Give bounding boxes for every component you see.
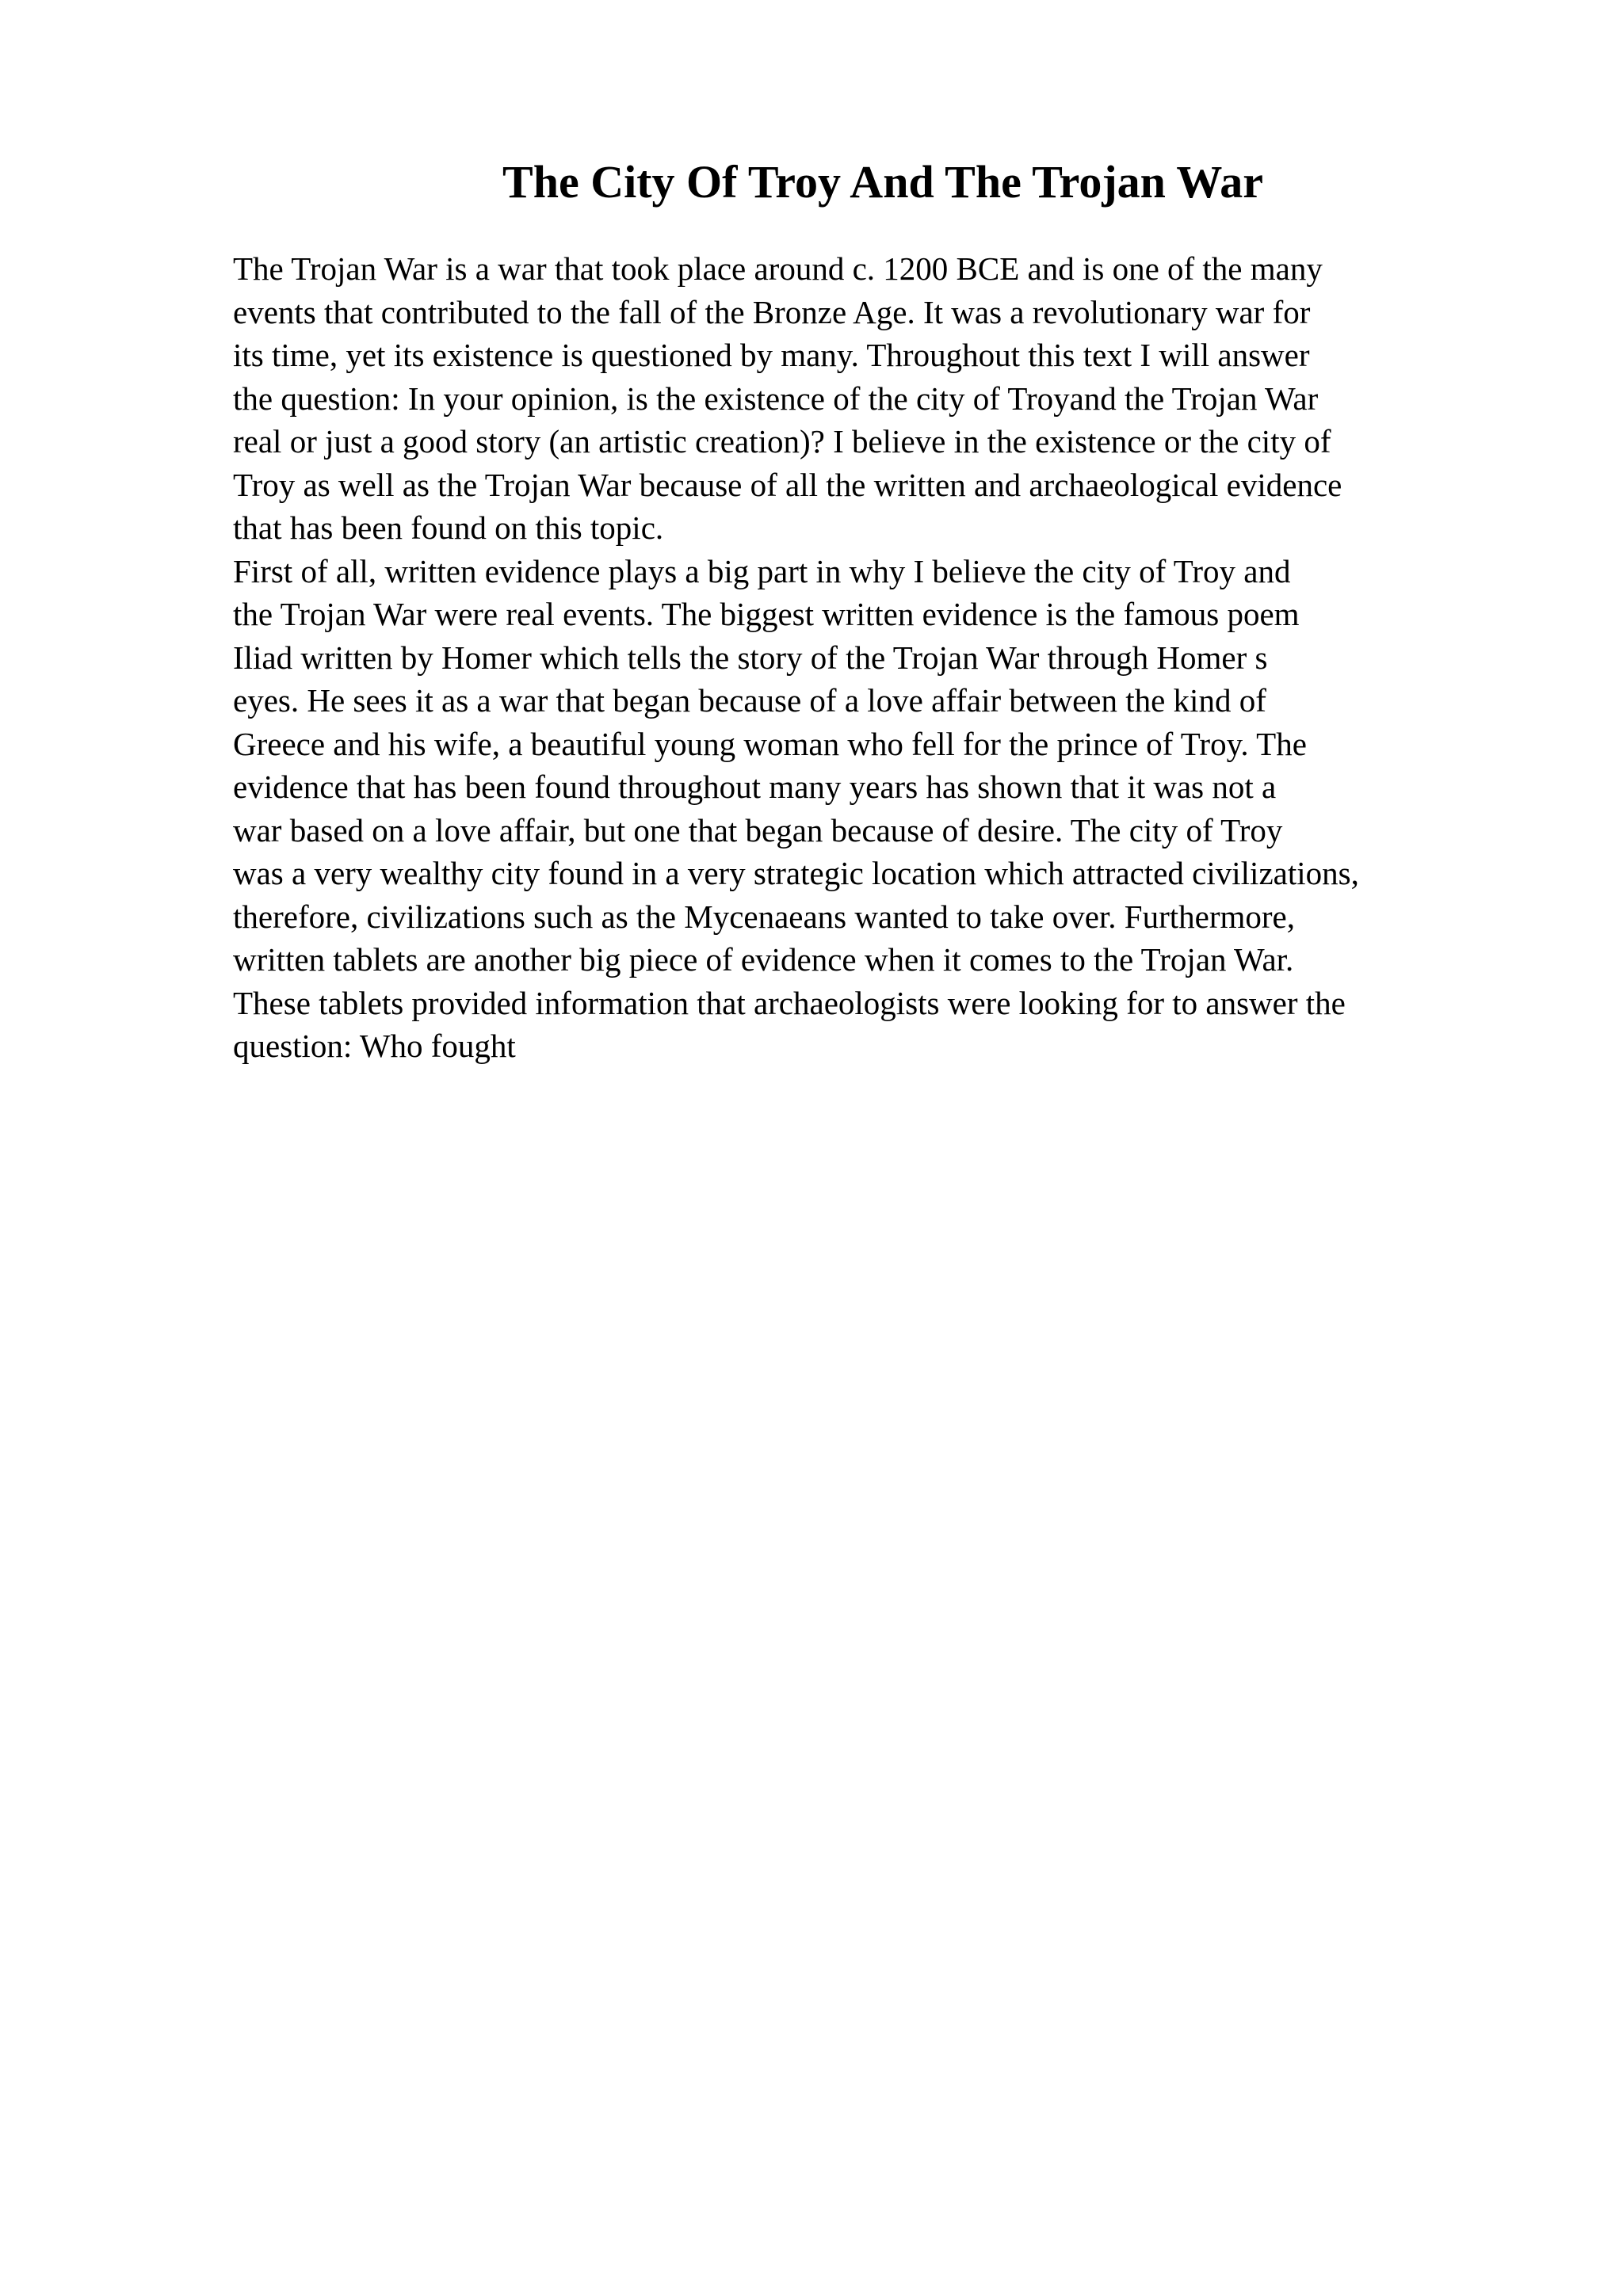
text-line: Greece and his wife, a beautiful young woman who fell for the prince of Troy. The — [233, 725, 1307, 762]
text-line: eyes. He sees it as a war that began because of a love affair between the kind of — [233, 682, 1266, 719]
text-line: Troy as well as the Trojan War because of all the written and archaeological evidence — [233, 466, 1342, 503]
document-body — [233, 247, 1564, 1068]
text-line: First of all, written evidence plays a big part in why I believe the city of Troy and — [233, 552, 1291, 589]
text-line: was a very wealthy city found in a very strategic location which attracted civilizations, — [233, 855, 1359, 891]
text-line: Iliad written by Homer which tells the story of the Trojan War through Homer s — [233, 639, 1268, 676]
text-line: real or just a good story (an artistic creation)? I believe in the existence or the city of — [233, 423, 1331, 460]
text-line: evidence that has been found throughout many years has shown that it was not a — [233, 769, 1277, 805]
text-line: that has been found on this topic. — [233, 509, 664, 546]
text-line: therefore, civilizations such as the Mycenaeans wanted to take over. Furthermore, — [233, 898, 1295, 935]
text-line: events that contributed to the fall of the Bronze Age. It was a revolutionary war for — [233, 293, 1311, 330]
text-line: question: Who fought — [233, 1028, 516, 1064]
text-line: The Trojan War is a war that took place around c. 1200 BCE and is one of the many — [233, 250, 1323, 287]
document-title: The City Of Troy And The Trojan War — [502, 156, 1263, 208]
text-line: war based on a love affair, but one that began because of desire. The city of Troy — [233, 811, 1283, 849]
text-line: These tablets provided information that archaeologists were looking for to answer the — [233, 984, 1346, 1021]
text-line: the Trojan War were real events. The biggest written evidence is the famous poem — [233, 596, 1300, 632]
text-line: written tablets are another big piece of evidence when it comes to the Trojan War. — [233, 941, 1294, 978]
text-line: its time, yet its existence is questioned by many. Throughout this text I will answer — [233, 337, 1310, 373]
text-line: the question: In your opinion, is the existence of the city of Troyand the Trojan War — [233, 379, 1319, 417]
